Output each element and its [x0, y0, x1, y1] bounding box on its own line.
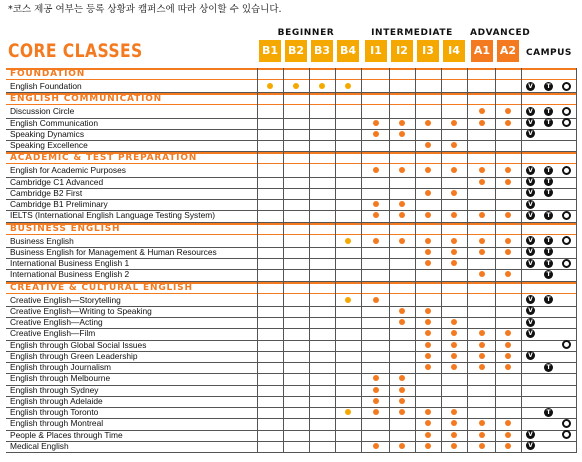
section-title: ACADEMIC & TEST PREPARATION [10, 153, 198, 164]
level-dot-i4 [451, 260, 457, 266]
level-dot-i1 [373, 297, 379, 303]
level-dot-i4 [451, 120, 457, 126]
class-name: Discussion Circle [10, 106, 75, 117]
column-divider [335, 68, 336, 453]
level-dot-i2 [399, 398, 405, 404]
column-divider [257, 68, 258, 453]
level-header-i4: I4 [443, 40, 465, 62]
class-name: International Business English 2 [10, 269, 130, 280]
level-dot-i2 [399, 201, 405, 207]
column-divider [441, 68, 442, 453]
campus-o-icon [562, 82, 571, 91]
campus-t-icon: T [544, 177, 553, 186]
level-dot-b2 [293, 83, 299, 89]
level-dot-a1 [479, 108, 485, 114]
level-dot-i3 [425, 120, 431, 126]
level-dot-i4 [451, 409, 457, 415]
level-dot-a1 [479, 167, 485, 173]
level-header-i3: I3 [417, 40, 439, 62]
level-dot-i3 [425, 409, 431, 415]
level-dot-a1 [479, 179, 485, 185]
level-dot-i2 [399, 131, 405, 137]
class-name: Business English [10, 235, 74, 246]
class-name: Creative English—Film [10, 328, 96, 339]
level-dot-i4 [451, 167, 457, 173]
campus-v-icon: V [526, 318, 535, 327]
campus-o-icon [562, 259, 571, 268]
level-dot-i4 [451, 353, 457, 359]
level-dot-i2 [399, 443, 405, 449]
level-header-b4: B4 [337, 40, 359, 62]
level-header-a1: A1 [471, 40, 493, 62]
level-dot-i2 [399, 212, 405, 218]
campus-o-icon [562, 419, 571, 428]
level-dot-i1 [373, 375, 379, 381]
campus-o-icon [562, 340, 571, 349]
level-dot-a1 [479, 432, 485, 438]
level-dot-a1 [479, 249, 485, 255]
level-dot-i3 [425, 432, 431, 438]
advanced-group-label: ADVANCED [470, 28, 531, 38]
campus-v-icon: V [526, 329, 535, 338]
level-dot-a2 [505, 212, 511, 218]
level-dot-i1 [373, 167, 379, 173]
campus-v-icon: V [526, 259, 535, 268]
class-name: English through Journalism [10, 362, 112, 372]
level-dot-a2 [505, 364, 511, 370]
level-dot-a2 [505, 167, 511, 173]
column-divider [389, 68, 390, 453]
level-dot-a1 [479, 271, 485, 277]
level-header-i1: I1 [365, 40, 387, 62]
campus-v-icon: V [526, 107, 535, 116]
campus-v-icon: V [526, 166, 535, 175]
level-dot-i3 [425, 190, 431, 196]
level-dot-a1 [479, 353, 485, 359]
level-dot-i4 [451, 238, 457, 244]
class-name: English through Sydney [10, 384, 99, 395]
level-header-b1: B1 [259, 40, 281, 62]
campus-v-icon: V [526, 188, 535, 197]
level-dot-a2 [505, 353, 511, 359]
level-dot-a1 [479, 364, 485, 370]
level-dot-b4 [345, 83, 351, 89]
class-name: Cambridge B1 Preliminary [10, 199, 108, 209]
class-name: Speaking Dynamics [10, 128, 85, 139]
level-dot-i3 [425, 249, 431, 255]
class-name: International Business English 1 [10, 258, 130, 268]
column-divider [283, 68, 284, 453]
level-dot-b4 [345, 409, 351, 415]
campus-v-icon: V [526, 211, 535, 220]
level-dot-a2 [505, 120, 511, 126]
campus-t-icon: T [544, 259, 553, 268]
column-divider [576, 68, 577, 453]
level-dot-a1 [479, 420, 485, 426]
level-dot-a2 [505, 432, 511, 438]
level-dot-i3 [425, 443, 431, 449]
level-dot-i1 [373, 201, 379, 207]
column-divider [467, 68, 468, 453]
row-divider [6, 452, 576, 453]
level-dot-a2 [505, 271, 511, 277]
beginner-group-label: BEGINNER [277, 28, 335, 38]
level-dot-i3 [425, 319, 431, 325]
level-dot-b4 [345, 297, 351, 303]
level-dot-i4 [451, 190, 457, 196]
level-dot-i2 [399, 387, 405, 393]
level-dot-a1 [479, 443, 485, 449]
level-dot-i3 [425, 142, 431, 148]
level-dot-i3 [425, 167, 431, 173]
campus-o-icon [562, 166, 571, 175]
class-name: English through Global Social Issues [10, 339, 147, 350]
class-name: English through Melbourne [10, 373, 111, 384]
class-name: IELTS (International English Language Testing System) [10, 210, 215, 221]
level-dot-i2 [399, 167, 405, 173]
campus-o-icon [562, 211, 571, 220]
class-name: Business English for Management & Human Resources [10, 246, 217, 257]
level-dot-i1 [373, 238, 379, 244]
section-title: BUSINESS ENGLISH [10, 223, 121, 234]
column-divider [309, 68, 310, 453]
class-name: English Communication [10, 117, 98, 128]
class-name: English for Academic Purposes [10, 165, 126, 176]
class-name: English through Adelaide [10, 395, 103, 406]
level-dot-i3 [425, 308, 431, 314]
level-dot-i1 [373, 212, 379, 218]
level-dot-i2 [399, 375, 405, 381]
column-divider [521, 68, 522, 453]
level-dot-i4 [451, 420, 457, 426]
class-name: Medical English [10, 440, 69, 451]
campus-v-icon: V [526, 200, 535, 209]
level-dot-a2 [505, 443, 511, 449]
campus-t-icon: T [544, 236, 553, 245]
level-dot-a2 [505, 249, 511, 255]
level-dot-i2 [399, 238, 405, 244]
level-dot-a2 [505, 179, 511, 185]
level-dot-i3 [425, 353, 431, 359]
level-dot-i4 [451, 249, 457, 255]
class-name: English through Green Leadership [10, 350, 138, 361]
intermediate-group-label: INTERMEDIATE [371, 28, 453, 38]
level-dot-i4 [451, 342, 457, 348]
campus-o-icon [562, 236, 571, 245]
level-dot-a2 [505, 238, 511, 244]
level-dot-i2 [399, 319, 405, 325]
level-dot-a1 [479, 342, 485, 348]
level-dot-i1 [373, 409, 379, 415]
campus-t-icon: T [544, 118, 553, 127]
campus-v-icon: V [526, 351, 535, 360]
campus-t-icon: T [544, 408, 553, 417]
level-dot-b3 [319, 83, 325, 89]
campus-t-icon: T [544, 247, 553, 256]
level-dot-i1 [373, 387, 379, 393]
class-name: Creative English—Acting [10, 317, 103, 327]
campus-v-icon: V [526, 236, 535, 245]
row-divider [6, 129, 576, 130]
level-dot-i1 [373, 443, 379, 449]
level-dot-i4 [451, 319, 457, 325]
column-divider [495, 68, 496, 453]
campus-v-icon: V [526, 306, 535, 315]
page-title: CORE CLASSES [8, 40, 143, 62]
level-header-b2: B2 [285, 40, 307, 62]
row-divider [6, 441, 576, 442]
availability-note: *코스 제공 여부는 등록 상황과 캠퍼스에 따라 상이할 수 있습니다. [8, 4, 282, 15]
class-name: English through Montreal [10, 418, 104, 429]
level-dot-i4 [451, 432, 457, 438]
level-dot-i3 [425, 364, 431, 370]
row-divider [6, 140, 576, 141]
campus-v-icon: V [526, 82, 535, 91]
campus-t-icon: T [544, 211, 553, 220]
campus-v-icon: V [526, 441, 535, 450]
section-title: ENGLISH COMMUNICATION [10, 94, 162, 105]
level-dot-a2 [505, 342, 511, 348]
section-title: FOUNDATION [10, 69, 86, 79]
campus-v-icon: V [526, 247, 535, 256]
class-name: Cambridge C1 Advanced [10, 176, 104, 187]
section-title: CREATIVE & CULTURAL ENGLISH [10, 282, 193, 293]
level-dot-i2 [399, 308, 405, 314]
campus-header: CAMPUS [526, 48, 572, 58]
row-divider [6, 188, 576, 189]
campus-v-icon: V [526, 129, 535, 138]
campus-t-icon: T [544, 188, 553, 197]
level-dot-i4 [451, 212, 457, 218]
level-dot-i4 [451, 330, 457, 336]
class-name: Cambridge B2 First [10, 187, 83, 198]
class-name: Creative English—Storytelling [10, 294, 121, 305]
level-dot-i1 [373, 120, 379, 126]
level-dot-a2 [505, 108, 511, 114]
level-dot-b4 [345, 238, 351, 244]
class-name: Speaking Excellence [10, 140, 88, 150]
column-divider [361, 68, 362, 453]
level-dot-i4 [451, 142, 457, 148]
campus-t-icon: T [544, 107, 553, 116]
campus-t-icon: T [544, 295, 553, 304]
level-dot-i2 [399, 409, 405, 415]
level-dot-i2 [399, 120, 405, 126]
level-dot-i3 [425, 420, 431, 426]
column-divider [415, 68, 416, 453]
campus-t-icon: T [544, 270, 553, 279]
level-dot-b1 [267, 83, 273, 89]
level-dot-i1 [373, 398, 379, 404]
level-dot-a1 [479, 330, 485, 336]
level-dot-i1 [373, 131, 379, 137]
campus-o-icon [562, 118, 571, 127]
level-dot-i4 [451, 443, 457, 449]
level-header-i2: I2 [391, 40, 413, 62]
class-name: English Foundation [10, 81, 82, 91]
level-dot-i3 [425, 330, 431, 336]
campus-t-icon: T [544, 363, 553, 372]
level-dot-a2 [505, 420, 511, 426]
level-dot-a1 [479, 212, 485, 218]
class-name: English through Toronto [10, 407, 99, 417]
level-dot-a2 [505, 330, 511, 336]
class-name: People & Places through Time [10, 429, 123, 440]
campus-v-icon: V [526, 430, 535, 439]
campus-v-icon: V [526, 118, 535, 127]
campus-v-icon: V [526, 177, 535, 186]
campus-t-icon: T [544, 166, 553, 175]
level-dot-a1 [479, 238, 485, 244]
campus-v-icon: V [526, 295, 535, 304]
class-name: Creative English—Writing to Speaking [10, 305, 152, 316]
level-dot-i3 [425, 212, 431, 218]
section-header [6, 68, 576, 80]
level-dot-i3 [425, 342, 431, 348]
level-dot-i3 [425, 260, 431, 266]
level-dot-i4 [451, 364, 457, 370]
campus-o-icon [562, 430, 571, 439]
campus-t-icon: T [544, 82, 553, 91]
level-header-a2: A2 [497, 40, 519, 62]
campus-o-icon [562, 107, 571, 116]
level-header-b3: B3 [311, 40, 333, 62]
level-dot-a1 [479, 120, 485, 126]
level-dot-i3 [425, 238, 431, 244]
